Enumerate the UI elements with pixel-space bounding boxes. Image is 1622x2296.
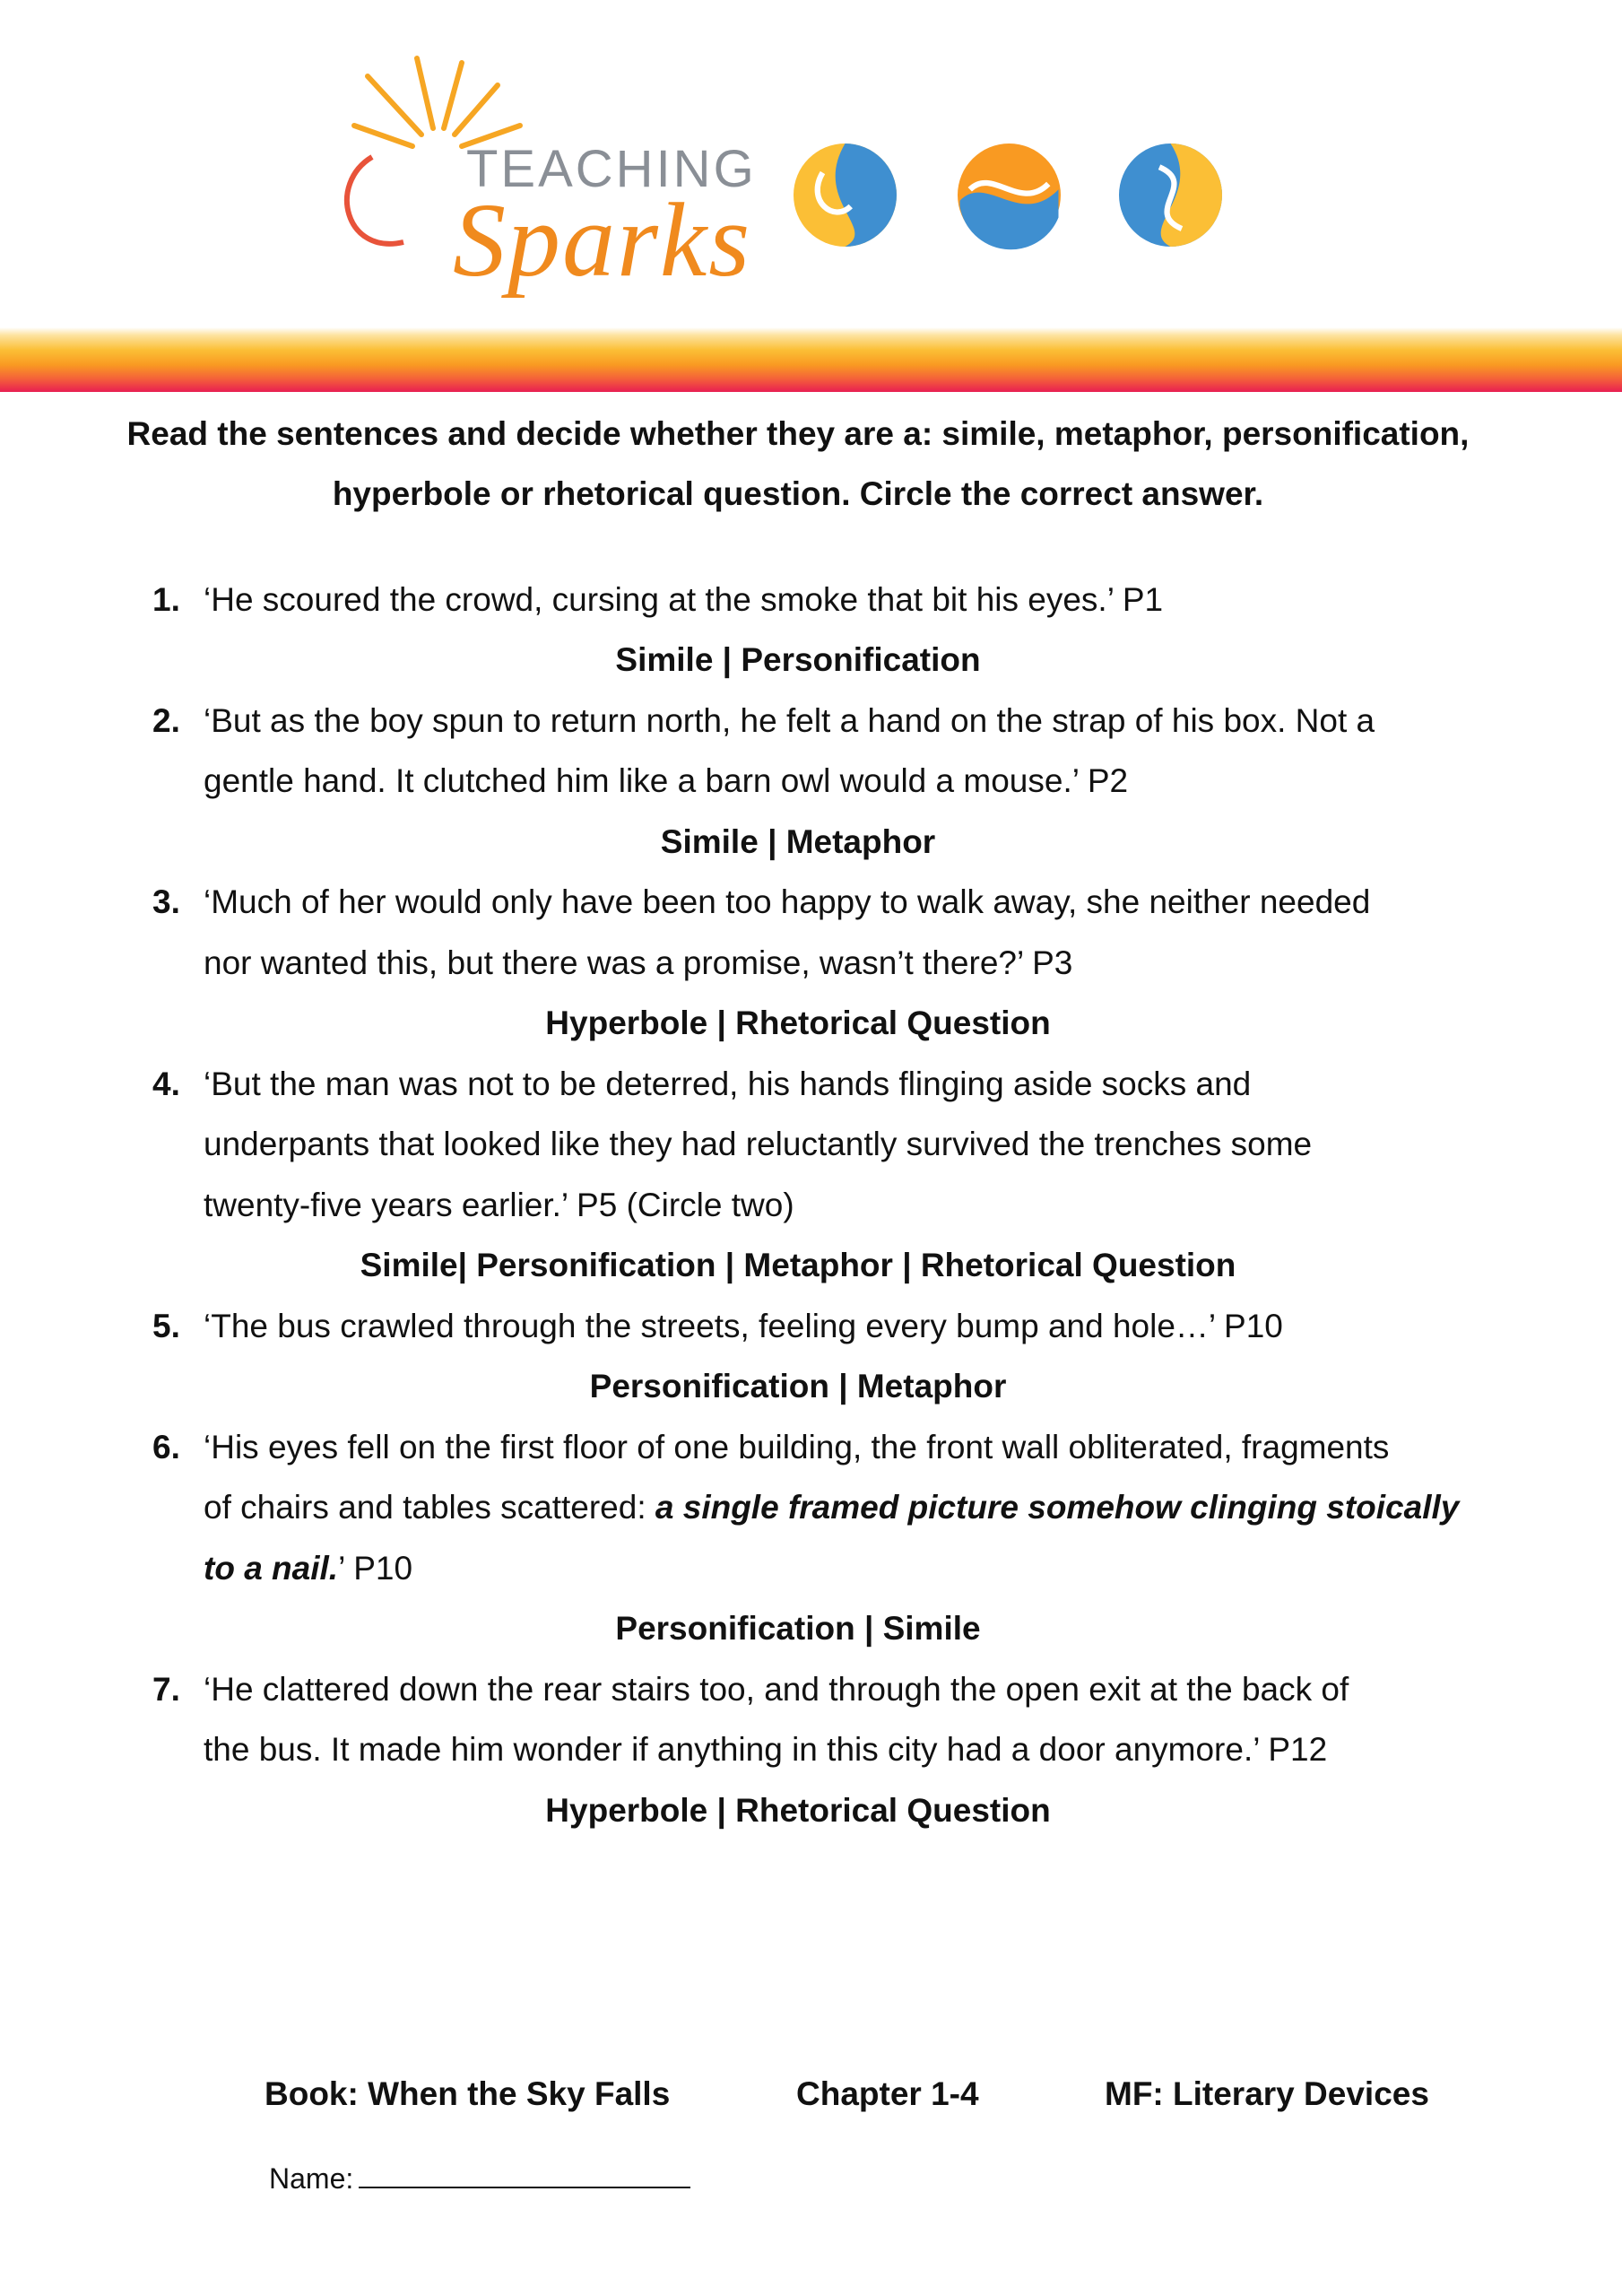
answer-options[interactable]: Hyperbole | Rhetorical Question xyxy=(545,1792,1051,1829)
name-field[interactable] xyxy=(269,2161,690,2196)
question-text: ‘The bus crawled through the streets, feeling every bump and hole…’ P10 xyxy=(204,1308,1283,1344)
header-gradient-bar xyxy=(0,327,1622,392)
answer-options[interactable]: Simile| Personification | Metaphor | Rhetorical Question xyxy=(360,1247,1236,1283)
question-number: 7. xyxy=(152,1671,180,1708)
question-text: ‘Much of her would only have been too happy to walk away, she neither needed xyxy=(204,883,1371,920)
question-number: 2. xyxy=(152,702,180,739)
question-text: twenty-five years earlier.’ P5 (Circle two) xyxy=(204,1187,794,1223)
instructions-line-1: Read the sentences and decide whether they are a: simile, metaphor, personification, xyxy=(126,415,1470,452)
logo-word-sparks: Sparks xyxy=(453,181,752,299)
instructions xyxy=(90,404,1506,524)
question-text xyxy=(204,1550,412,1587)
flame-water-emblem-icon xyxy=(789,139,901,251)
swirl-emblem-icon xyxy=(1115,139,1227,251)
wave-emblem-icon xyxy=(953,139,1065,251)
question-text: ‘He clattered down the rear stairs too, and through the open exit at the back of xyxy=(204,1671,1349,1708)
question-text: ‘But as the boy spun to return north, he felt a hand on the strap of his box. Not a xyxy=(204,702,1375,739)
question-text: underpants that looked like they had reluctantly survived the trenches some xyxy=(204,1126,1313,1162)
name-blank-line[interactable] xyxy=(359,2161,690,2188)
answer-options[interactable]: Hyperbole | Rhetorical Question xyxy=(545,1004,1051,1041)
question-text: nor wanted this, but there was a promise, wasn’t there?’ P3 xyxy=(204,944,1073,981)
question-number: 4. xyxy=(152,1065,180,1102)
question-text-emphasis: a single framed picture somehow clinging stoically xyxy=(655,1489,1460,1526)
answer-options[interactable]: Simile | Metaphor xyxy=(660,823,936,860)
question-text-emphasis: to a nail. xyxy=(204,1550,339,1587)
name-label: Name: xyxy=(269,2162,354,2195)
answer-options[interactable]: Personification | Metaphor xyxy=(589,1368,1007,1405)
question-number: 1. xyxy=(152,581,180,618)
instructions-line-2: hyperbole or rhetorical question. Circle the correct answer. xyxy=(332,475,1264,512)
question-text: ‘His eyes fell on the first floor of one building, the front wall obliterated, fragments xyxy=(204,1429,1390,1465)
question-text: the bus. It made him wonder if anything in this city had a door anymore.’ P12 xyxy=(204,1731,1328,1768)
question-number: 6. xyxy=(152,1429,180,1465)
answer-options[interactable]: Personification | Simile xyxy=(615,1610,981,1647)
logo-word-teaching: TEACHING xyxy=(466,140,757,198)
teaching-sparks-logo xyxy=(318,49,757,318)
question-number: 3. xyxy=(152,883,180,920)
footer-book-title: Book: When the Sky Falls xyxy=(265,2075,671,2112)
question-text-plain: of chairs and tables scattered: xyxy=(204,1489,655,1526)
question-text: ‘But the man was not to be deterred, his hands flinging aside socks and xyxy=(204,1065,1252,1102)
footer-chapter: Chapter 1-4 xyxy=(796,2075,979,2112)
answer-options[interactable]: Simile | Personification xyxy=(615,641,981,678)
question-text: ‘He scoured the crowd, cursing at the smoke that bit his eyes.’ P1 xyxy=(204,581,1164,618)
question-text: gentle hand. It clutched him like a barn owl would a mouse.’ P2 xyxy=(204,762,1129,799)
question-text-plain: ’ P10 xyxy=(338,1550,413,1587)
question-text xyxy=(204,1489,1459,1526)
footer-focus: MF: Literary Devices xyxy=(1105,2075,1429,2112)
page-header xyxy=(0,0,1622,395)
question-number: 5. xyxy=(152,1308,180,1344)
